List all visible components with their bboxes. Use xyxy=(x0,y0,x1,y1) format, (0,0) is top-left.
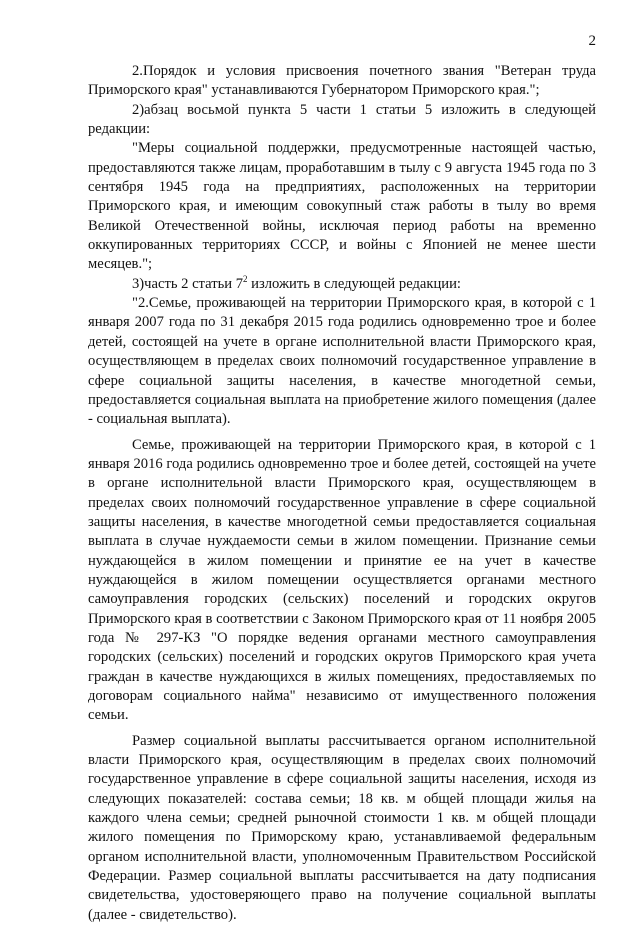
paragraph-social-support-measures: "Меры социальной поддержки, предусмотренные настоящей частью, предоставляются также лицам, проработавшим в тылу с 9 августа 1945 года по 3 сентября 1945 года на предприятиях, расположенных на территории Приморского края, и имеющим совокупный стаж работы в тылу во время Великой Отечественной войны, исключая период работы на временно оккупированных территориях СССР, и войны с Японией не менее шести месяцев."; xyxy=(88,140,596,273)
document-body xyxy=(88,62,596,925)
page-number: 2 xyxy=(588,33,596,49)
paragraph-amendment-article-7-2 xyxy=(88,275,596,294)
paragraph-large-family-payment-2007: "2.Семье, проживающей на территории Приморского края, в которой с 1 января 2007 года по 31 декабря 2015 года родились одновременно трое и более детей, состоящей на учете в органе исполнительной власти Приморского края, осуществляющем в пределах своих полномочий государственное управление в сфере социальной защиты населения, в качестве многодетной семьи, предоставляется социальная выплата на приобретение жилого помещения (далее - социальная выплата). xyxy=(88,295,596,428)
paragraph-amendment-article-5: 2)абзац восьмой пункта 5 части 1 статьи 5 изложить в следующей редакции: xyxy=(88,101,596,138)
amendment-text-end: изложить в следующей редакции: xyxy=(247,275,461,292)
amendment-text-start: 3)часть 2 статьи 7 xyxy=(132,275,243,292)
paragraph-honorary-title-procedure: 2.Порядок и условия присвоения почетного звания "Ветеран труда Приморского края" устанавливаются Губернатором Приморского края."; xyxy=(88,63,596,99)
paragraph-payment-amount-calculation: Размер социальной выплаты рассчитывается органом исполнительной власти Приморского края, осуществляющим в пределах своих полномочий государственное управление в сфере социальной защиты населения, исходя из следующих показателей: состава семьи; 18 кв. м общей площади жилья на каждого члена семьи; средней рыночной стоимости 1 кв. м общей площади жилого помещения по Приморскому краю, устанавливаемой федеральным органом исполнительной власти, уполномоченным Правительством Российской Федерации. Размер социальной выплаты рассчитывается на дату подписания свидетельства, удостоверяющего право на получение социальной выплаты (далее - свидетельство). xyxy=(88,732,596,923)
superscript-article-number: 2 xyxy=(243,273,248,284)
paragraph-large-family-payment-2016: Семье, проживающей на территории Приморского края, в которой с 1 января 2016 года родились одновременно трое и более детей, состоящей на учете в органе исполнительной власти Приморского края, осуществляющем в пределах своих полномочий государственное управление в сфере социальной защиты населения, в качестве многодетной семьи предоставляется социальная выплата в случае нуждаемости семьи в жилом помещении. Признание семьи нуждающейся в жилом помещении и принятие ее на учет в качестве нуждающейся в жилом помещении осуществляется органами местного самоуправления городских (сельских) поселений и городских округов Приморского края в соответствии с Законом Приморского края от 11 ноября 2005 года № 297-КЗ "О порядке ведения органами местного самоуправления городских (сельских) поселений и городских округов Приморского края учета граждан в качестве нуждающихся в жилых помещениях, предоставляемых по договорам социального найма" независимо от имущественного положения семьи. xyxy=(88,436,596,724)
